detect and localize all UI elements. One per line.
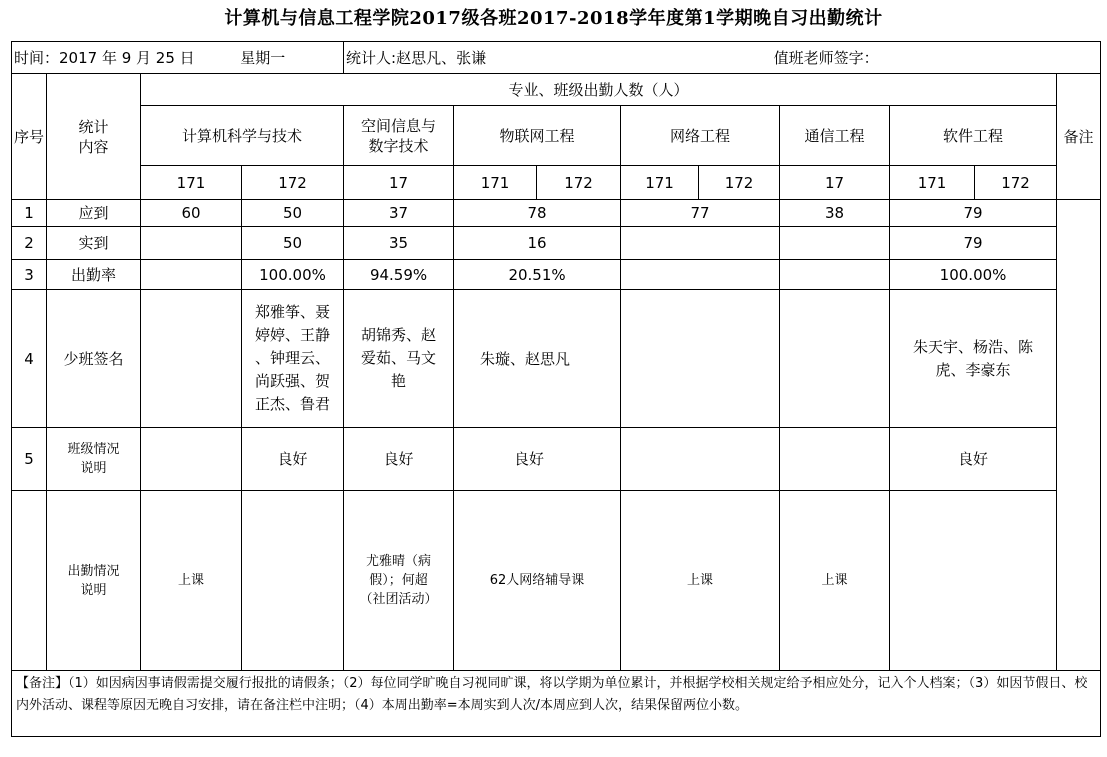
- row-label: 班级情况 说明: [47, 428, 141, 491]
- cell-comm: [780, 227, 890, 260]
- row-class-status: [12, 428, 1101, 491]
- cell-comm: [780, 260, 890, 290]
- cell-net: [621, 290, 780, 428]
- row-rate: [12, 260, 1101, 290]
- cell-iot: 16: [454, 227, 621, 260]
- class-cell: 171: [141, 166, 242, 200]
- cell-cs171: 60: [141, 200, 242, 227]
- note-row: [12, 671, 1101, 737]
- cell-soft: 100.00%: [890, 260, 1057, 290]
- seq-header: 序号: [12, 74, 47, 200]
- info-staff-cell: [344, 42, 1101, 74]
- cell-iot: 良好: [454, 428, 621, 491]
- remark-header: 备注: [1057, 74, 1101, 200]
- cell-cs171: 上课: [141, 491, 242, 671]
- class-cell: 172: [242, 166, 344, 200]
- cell-net: [621, 428, 780, 491]
- cell-sp17: 94.59%: [344, 260, 454, 290]
- row-label: 出勤情况 说明: [47, 491, 141, 671]
- cell-soft: 79: [890, 200, 1057, 227]
- cell-sp17: 胡锦秀、赵 爱茹、马文 艳: [344, 290, 454, 428]
- class-cell: 172: [975, 166, 1057, 200]
- cell-soft: [890, 491, 1057, 671]
- cell-comm: [780, 290, 890, 428]
- class-cell: 172: [537, 166, 621, 200]
- cell-comm: [780, 428, 890, 491]
- row-absent-names: [12, 290, 1101, 428]
- class-cell: 171: [454, 166, 537, 200]
- page-title: 计算机与信息工程学院2017级各班2017-2018学年度第1学期晚自习出勤统计: [224, 8, 883, 29]
- cell-net: 上课: [621, 491, 780, 671]
- cell-iot: 78: [454, 200, 621, 227]
- class-cell: 171: [621, 166, 699, 200]
- info-row: [12, 42, 1101, 74]
- cell-cs171: [141, 290, 242, 428]
- row-no: 3: [12, 260, 47, 290]
- row-no: 5: [12, 428, 47, 491]
- cell-soft: 朱天宇、杨浩、陈 虎、李豪东: [890, 290, 1057, 428]
- row-label: 出勤率: [47, 260, 141, 290]
- cell-net: [621, 260, 780, 290]
- cell-iot: 20.51%: [454, 260, 621, 290]
- cell-sp17: 尤雅晴（病 假）；何超 （社团活动）: [344, 491, 454, 671]
- row-no: 2: [12, 227, 47, 260]
- teacher-sign-label: 值班老师签字：: [773, 48, 879, 67]
- class-cell: 17: [780, 166, 890, 200]
- attendance-table: [11, 41, 1101, 737]
- cell-cs171: [141, 260, 242, 290]
- weekday-text: 星期一: [240, 48, 286, 67]
- major-comm: 通信工程: [780, 106, 890, 166]
- major-software: 软件工程: [890, 106, 1057, 166]
- class-cell: 172: [699, 166, 780, 200]
- cell-sp17: 良好: [344, 428, 454, 491]
- cell-cs171: [141, 227, 242, 260]
- class-cell: 171: [890, 166, 975, 200]
- header-row-1: [12, 74, 1101, 106]
- major-cs: 计算机科学与技术: [141, 106, 344, 166]
- row-expected: [12, 200, 1101, 227]
- cell-soft: 良好: [890, 428, 1057, 491]
- group-header: 专业、班级出勤人数（人）: [141, 74, 1057, 106]
- major-network: 网络工程: [621, 106, 780, 166]
- header-row-3: [12, 166, 1101, 200]
- cell-cs172: 50: [242, 227, 344, 260]
- row-no: [12, 491, 47, 671]
- statistician-text: 统计人:赵思凡、张谦: [346, 48, 487, 67]
- cell-iot: 62人网络辅导课: [454, 491, 621, 671]
- info-date-cell: [12, 42, 344, 74]
- cell-net: 77: [621, 200, 780, 227]
- row-label: 应到: [47, 200, 141, 227]
- date-text: 时间：2017 年 9 月 25 日: [14, 48, 195, 67]
- cell-cs172: 良好: [242, 428, 344, 491]
- cell-soft: 79: [890, 227, 1057, 260]
- cell-sp17: 37: [344, 200, 454, 227]
- cell-sp17: 35: [344, 227, 454, 260]
- cell-cs172: 100.00%: [242, 260, 344, 290]
- row-no: 4: [12, 290, 47, 428]
- cell-comm: 上课: [780, 491, 890, 671]
- cell-iot: 朱璇、赵思凡: [454, 290, 621, 428]
- row-no: 1: [12, 200, 47, 227]
- content-header: 统计 内容: [47, 74, 141, 200]
- cell-comm: 38: [780, 200, 890, 227]
- note-text: 【备注】（1）如因病因事请假需提交履行报批的请假条；（2）每位同学旷晚自习视同旷课，将以学期为单位累计，并根据学校相关规定给予相应处分，记入个人档案；（3）如因节假日、校内外活动、课程等原因无晚自习安排，请在备注栏中注明；（4）本周出勤率=本周实到人次/本周应到人次，结果保留两位小数。: [12, 671, 1101, 737]
- header-row-2: [12, 106, 1101, 166]
- cell-cs171: [141, 428, 242, 491]
- cell-cs172: 郑雅筝、聂 婷婷、王静 、钟理云、 尚跃强、贺 正杰、鲁君: [242, 290, 344, 428]
- remark-cell: [1057, 200, 1101, 671]
- row-label: 实到: [47, 227, 141, 260]
- major-iot: 物联网工程: [454, 106, 621, 166]
- cell-net: [621, 227, 780, 260]
- major-spatial: 空间信息与 数字技术: [344, 106, 454, 166]
- row-actual: [12, 227, 1101, 260]
- cell-cs172: [242, 491, 344, 671]
- row-label: 少班签名: [47, 290, 141, 428]
- row-attendance-status: [12, 491, 1101, 671]
- class-cell: 17: [344, 166, 454, 200]
- cell-cs172: 50: [242, 200, 344, 227]
